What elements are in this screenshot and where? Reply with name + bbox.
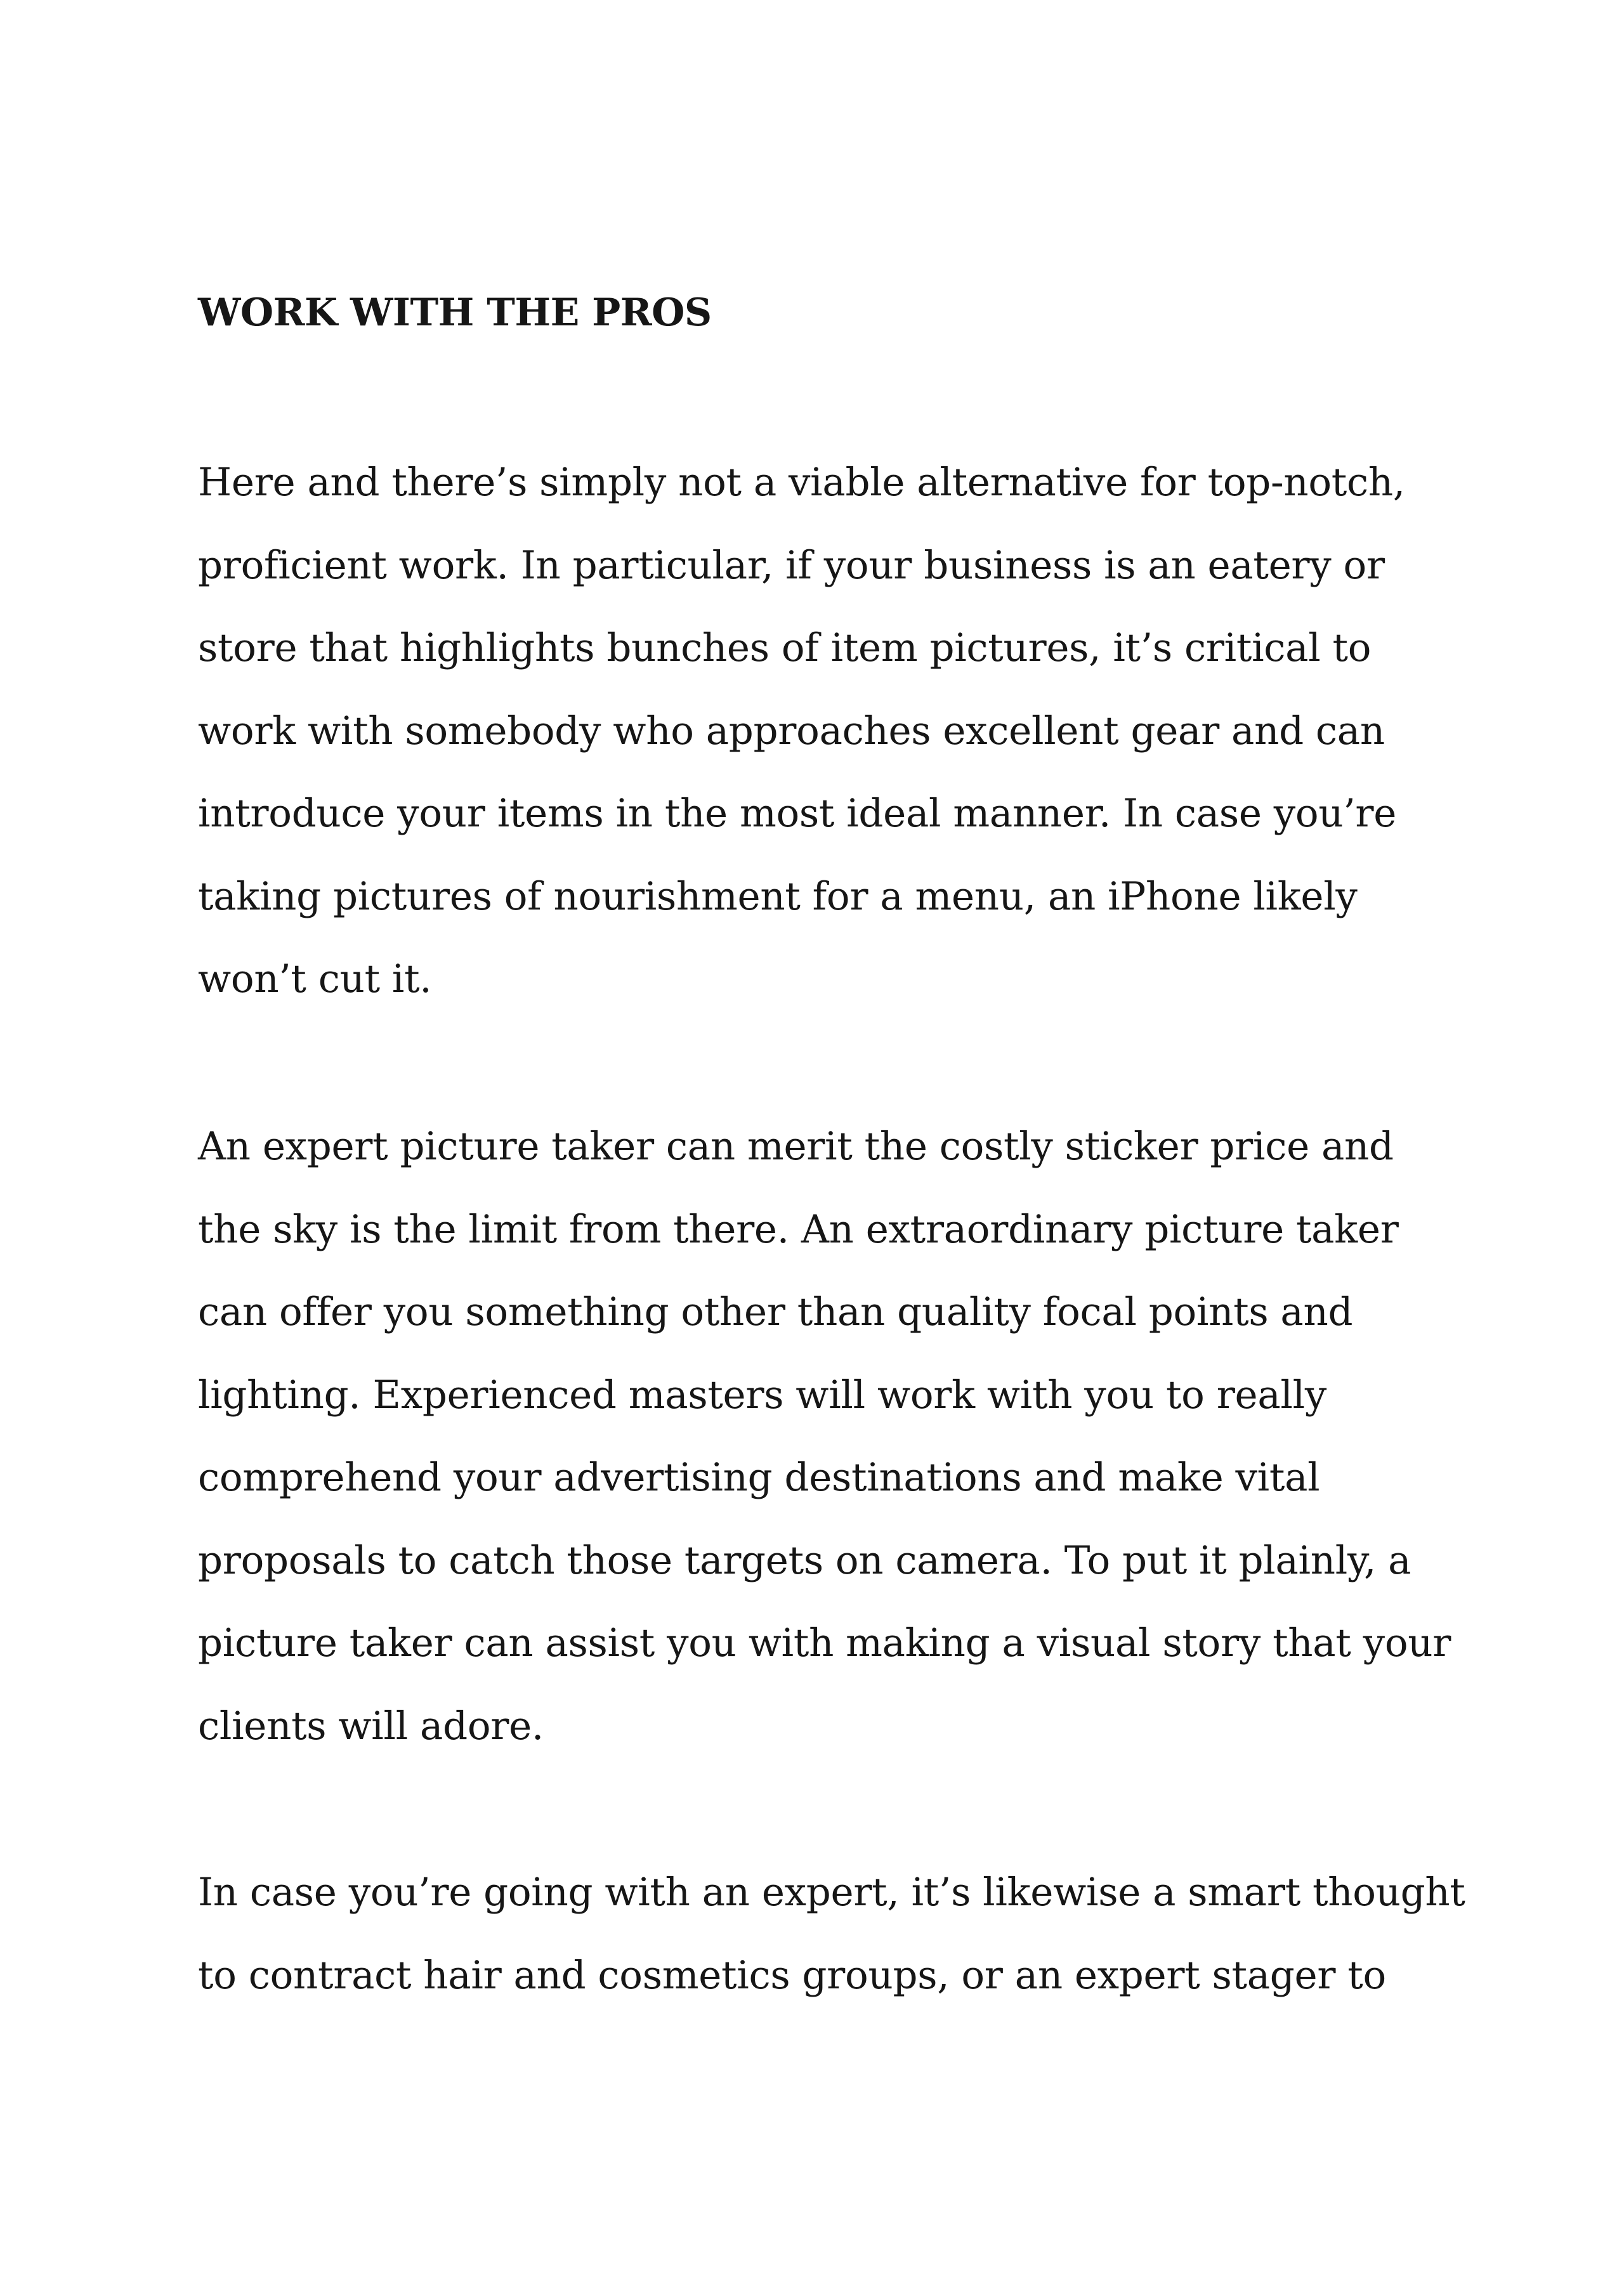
paragraph-line: An expert picture taker can merit the costly sticker price and: [198, 1124, 1394, 1169]
document-body: [198, 284, 1473, 1998]
paragraph-line: work with somebody who approaches excellent gear and can: [198, 708, 1385, 753]
paragraph-line: taking pictures of nourishment for a menu, an iPhone likely: [198, 873, 1358, 919]
paragraph-line: Here and there’s simply not a viable alternative for top-notch,: [198, 460, 1405, 505]
paragraph-line: comprehend your advertising destinations and make vital: [198, 1455, 1320, 1500]
paragraph-line: the sky is the limit from there. An extraordinary picture taker: [198, 1206, 1399, 1252]
section-heading: WORK WITH THE PROS: [198, 290, 712, 335]
paragraph-line: store that highlights bunches of item pictures, it’s critical to: [198, 625, 1372, 670]
paragraph-line: lighting. Experienced masters will work with you to really: [198, 1372, 1327, 1418]
paragraph-line: to contract hair and cosmetics groups, or an expert stager to: [198, 1952, 1386, 1998]
paragraph-line: won’t cut it.: [198, 956, 432, 1001]
paragraph-3: [198, 1851, 1465, 2017]
paragraph-line: proficient work. In particular, if your business is an eatery or: [198, 542, 1385, 588]
paragraph-2: [198, 1106, 1451, 1768]
paragraph-line: clients will adore.: [198, 1703, 544, 1749]
paragraph-line: can offer you something other than quality focal points and: [198, 1289, 1353, 1334]
paragraph-line: introduce your items in the most ideal manner. In case you’re: [198, 791, 1397, 836]
paragraph-line: proposals to catch those targets on camera. To put it plainly, a: [198, 1537, 1411, 1583]
paragraph-1: [198, 441, 1405, 1021]
paragraph-line: picture taker can assist you with making a visual story that your: [198, 1621, 1451, 1666]
paragraph-line: In case you’re going with an expert, it’s likewise a smart thought: [198, 1870, 1465, 1915]
